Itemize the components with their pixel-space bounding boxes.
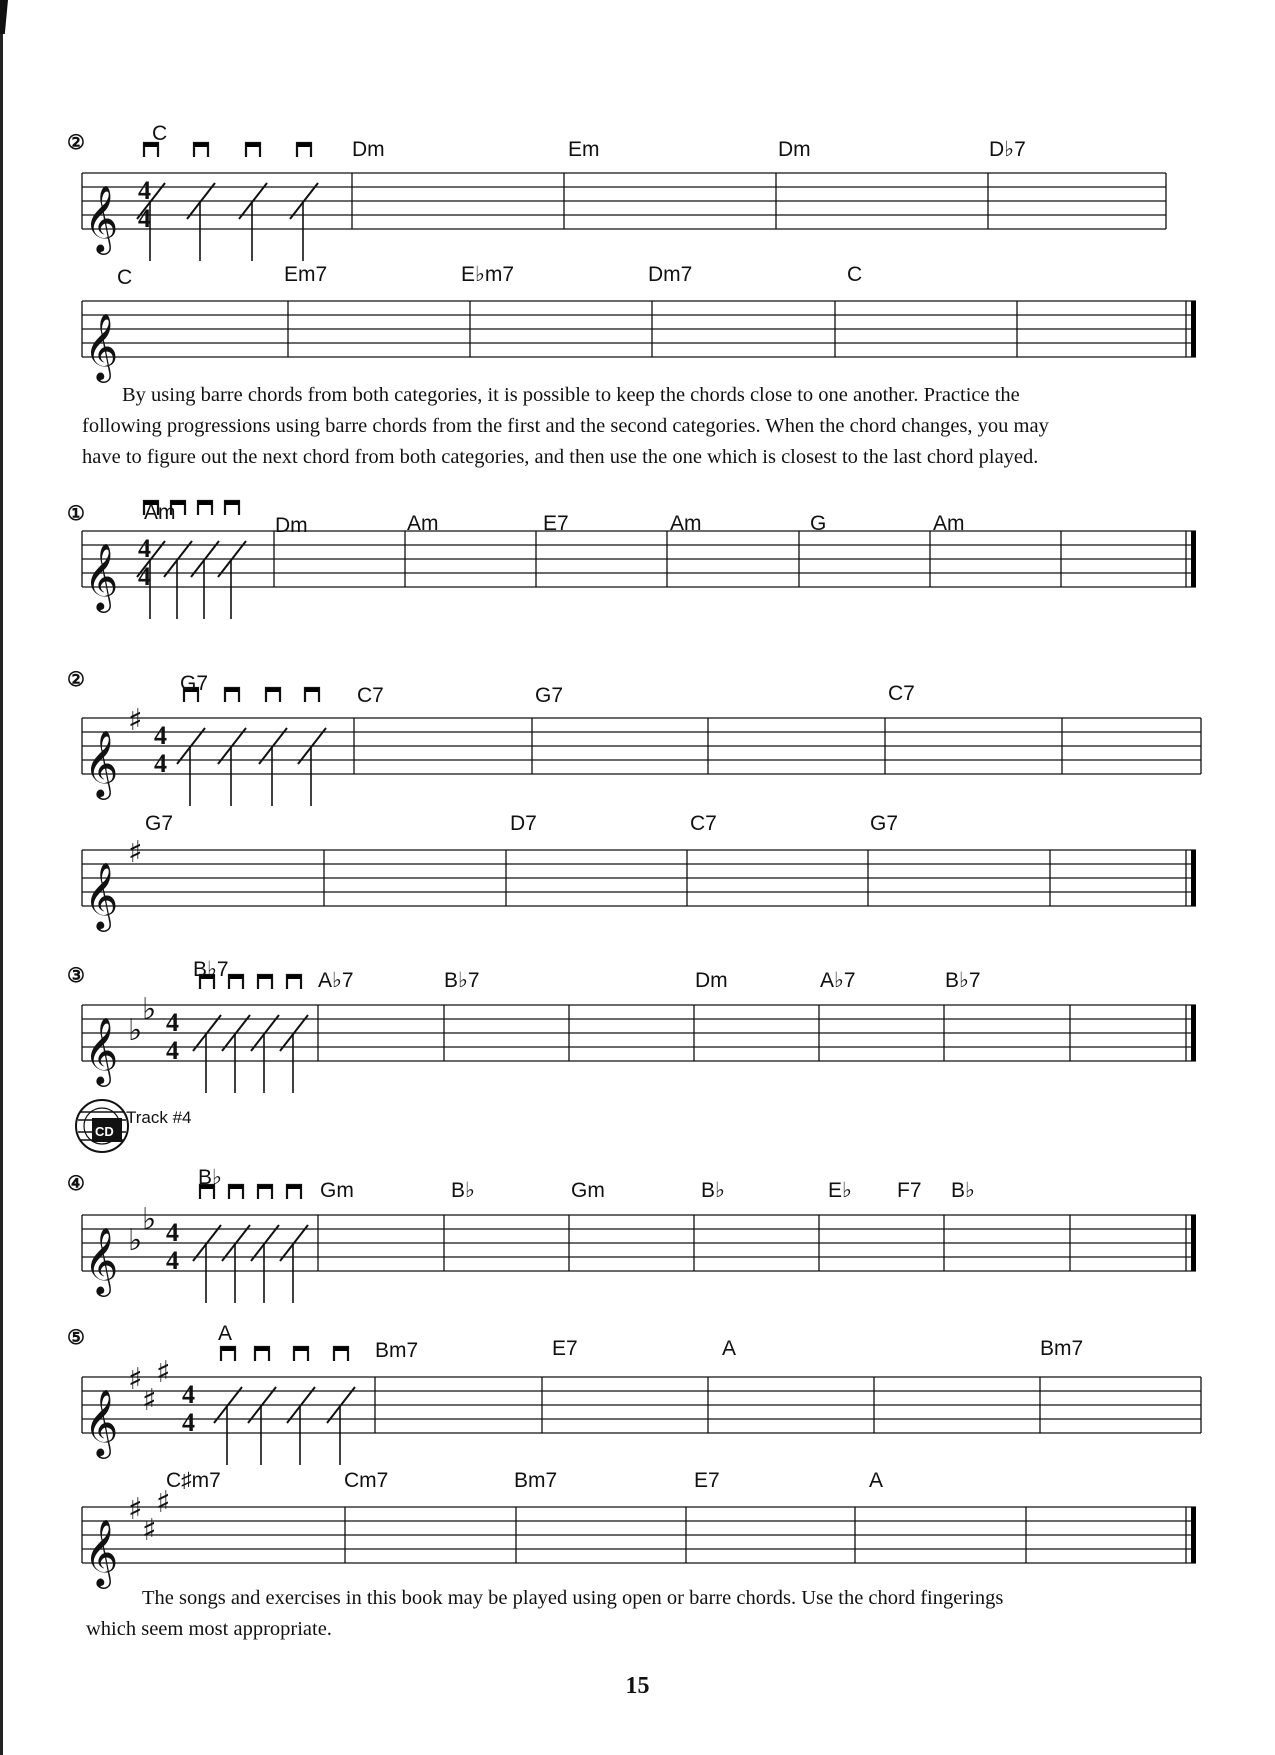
time-signature-bottom: 4	[166, 1246, 179, 1275]
chord-label: E7	[543, 512, 569, 535]
exercise	[67, 667, 1201, 932]
chord-label: Cm7	[344, 1469, 389, 1492]
instructions-paragraph	[82, 380, 1192, 473]
staff-system	[82, 1166, 1196, 1303]
time-signature-top: 4	[166, 1218, 179, 1247]
sharp-icon: ♯	[142, 1513, 157, 1548]
exercise	[67, 958, 1196, 1093]
chord-label: Dm	[352, 138, 385, 161]
staff-system	[82, 1322, 1201, 1465]
exercise	[67, 1322, 1201, 1589]
exercise	[67, 1166, 1196, 1303]
track-label: Track #4	[126, 1108, 192, 1127]
downstroke-bar	[266, 688, 280, 692]
sharp-icon: ♯	[128, 1492, 143, 1527]
time-signature-top: 4	[138, 176, 151, 205]
chord-label: E7	[552, 1337, 578, 1360]
chord-label: E♭m7	[461, 263, 515, 286]
time-signature-bottom: 4	[182, 1408, 195, 1437]
chord-label: Gm	[571, 1179, 605, 1202]
exercise-number: ⑤	[67, 1325, 85, 1349]
chord-label: B♭	[951, 1179, 975, 1202]
sharp-icon: ♯	[128, 835, 143, 870]
treble-clef-icon: 𝄞	[84, 861, 119, 929]
chord-label: Gm	[320, 1179, 354, 1202]
track-marker	[76, 1100, 192, 1152]
time-signature-bottom: 4	[166, 1036, 179, 1065]
downstroke-bar	[258, 975, 272, 979]
downstroke-bar	[221, 1347, 235, 1351]
downstroke-bar	[287, 1185, 301, 1189]
chord-label: Dm	[778, 138, 811, 161]
treble-clef-icon: 𝄞	[84, 542, 119, 610]
chord-label: B♭	[198, 1166, 222, 1189]
chord-label: G7	[870, 812, 899, 835]
exercise-number: ④	[67, 1171, 85, 1195]
treble-clef-icon: 𝄞	[84, 1016, 119, 1084]
treble-clef-icon: 𝄞	[84, 1388, 119, 1456]
chord-label: A	[218, 1322, 233, 1345]
chord-label: F7	[897, 1179, 922, 1202]
time-signature-top: 4	[182, 1380, 195, 1409]
sharp-icon: ♯	[142, 1383, 157, 1418]
chord-label: A♭7	[820, 969, 856, 992]
chord-label: B♭7	[444, 969, 480, 992]
instruction-line: following progressions using barre chords from the first and the second categories. When the chord changes, you may	[82, 415, 1049, 437]
double-barline-thick	[1191, 531, 1196, 587]
flat-icon: ♭	[128, 1013, 143, 1048]
chord-label: B♭7	[945, 969, 981, 992]
time-signature-top: 4	[138, 534, 151, 563]
exercise-number: ①	[67, 501, 85, 525]
chord-label: Bm7	[1040, 1337, 1084, 1360]
chord-label: G	[810, 512, 827, 535]
treble-clef-icon: 𝄞	[84, 729, 119, 797]
time-signature-bottom: 4	[154, 749, 167, 778]
chord-label: C7	[690, 812, 717, 835]
chord-label: G7	[180, 672, 209, 695]
double-barline-thick	[1191, 301, 1196, 357]
time-signature-bottom: 4	[138, 562, 151, 591]
downstroke-bar	[294, 1347, 308, 1351]
chord-label: A	[722, 1337, 737, 1360]
downstroke-bar	[305, 688, 319, 692]
chord-label: Am	[670, 512, 702, 535]
staff-system	[82, 1469, 1196, 1589]
chord-label: E♭	[828, 1179, 852, 1202]
chord-label: B♭	[451, 1179, 475, 1202]
flat-icon: ♭	[142, 992, 157, 1027]
treble-clef-icon: 𝄞	[84, 1226, 119, 1294]
closing-line: The songs and exercises in this book may be played using open or barre chords. Use the chord fingerings	[142, 1587, 1004, 1609]
time-signature-top: 4	[154, 721, 167, 750]
page-number: 15	[625, 1673, 650, 1699]
chord-label: Em7	[284, 263, 328, 286]
svg-text:CD: CD	[95, 1124, 114, 1139]
downstroke-bar	[198, 501, 212, 505]
staff-system	[82, 501, 1196, 619]
exercise-number: ②	[67, 130, 85, 154]
exercise	[67, 501, 1196, 619]
sharp-icon: ♯	[156, 1355, 171, 1390]
downstroke-bar	[229, 975, 243, 979]
staff-system	[82, 812, 1196, 932]
staff-system	[82, 122, 1166, 261]
staff-system	[82, 958, 1196, 1093]
downstroke-bar	[287, 975, 301, 979]
time-signature-bottom: 4	[138, 204, 151, 233]
closing-paragraph	[86, 1583, 1196, 1645]
sharp-icon: ♯	[128, 1362, 143, 1397]
chord-label: B♭7	[193, 958, 229, 981]
chord-label: G7	[535, 684, 564, 707]
downstroke-bar	[246, 143, 260, 147]
chord-label: Dm	[695, 969, 728, 992]
chord-label: G7	[145, 812, 174, 835]
exercise	[67, 122, 1196, 383]
downstroke-bar	[225, 501, 239, 505]
cd-icon	[76, 1100, 128, 1152]
chord-label: Am	[933, 512, 965, 535]
chord-label: C7	[357, 684, 384, 707]
treble-clef-icon: 𝄞	[84, 1518, 119, 1586]
downstroke-bar	[297, 143, 311, 147]
chord-label: Dm	[275, 514, 308, 537]
chord-label: Em	[568, 138, 600, 161]
chord-label: C♯m7	[166, 1469, 221, 1492]
chord-label: Bm7	[514, 1469, 558, 1492]
sharp-icon: ♯	[156, 1485, 171, 1520]
chord-label: E7	[694, 1469, 720, 1492]
downstroke-bar	[334, 1347, 348, 1351]
downstroke-bar	[225, 688, 239, 692]
chord-label: C	[152, 122, 168, 145]
chord-label: Dm7	[648, 263, 693, 286]
downstroke-bar	[258, 1185, 272, 1189]
double-barline-thick	[1191, 1215, 1196, 1271]
flat-icon: ♭	[142, 1202, 157, 1237]
double-barline-thick	[1191, 1005, 1196, 1061]
exercise-number: ③	[67, 963, 85, 987]
chord-label: C	[847, 263, 863, 286]
closing-line: which seem most appropriate.	[86, 1618, 332, 1640]
chord-label: Am	[407, 512, 439, 535]
chord-label: Am	[144, 501, 176, 524]
chord-label: C	[117, 266, 133, 289]
double-barline-thick	[1191, 850, 1196, 906]
exercise-number: ②	[67, 667, 85, 691]
chord-label: B♭	[701, 1179, 725, 1202]
staff-system	[82, 263, 1196, 383]
double-barline-thick	[1191, 1507, 1196, 1563]
treble-clef-icon: 𝄞	[84, 184, 119, 252]
flat-icon: ♭	[128, 1223, 143, 1258]
sharp-icon: ♯	[128, 703, 143, 738]
chord-label: C7	[888, 682, 915, 705]
downstroke-bar	[194, 143, 208, 147]
downstroke-bar	[229, 1185, 243, 1189]
chord-label: A	[869, 1469, 884, 1492]
chord-label: A♭7	[318, 969, 354, 992]
treble-clef-icon: 𝄞	[84, 312, 119, 380]
downstroke-bar	[255, 1347, 269, 1351]
instruction-line: By using barre chords from both categories, it is possible to keep the chords close to one another. Practice the	[122, 384, 1020, 406]
chord-label: D♭7	[989, 138, 1026, 161]
staff-system	[82, 672, 1201, 806]
chord-label: D7	[510, 812, 537, 835]
chord-label: Bm7	[375, 1339, 419, 1362]
instruction-line: have to figure out the next chord from both categories, and then use the one which is closest to the last chord played.	[82, 446, 1039, 468]
time-signature-top: 4	[166, 1008, 179, 1037]
